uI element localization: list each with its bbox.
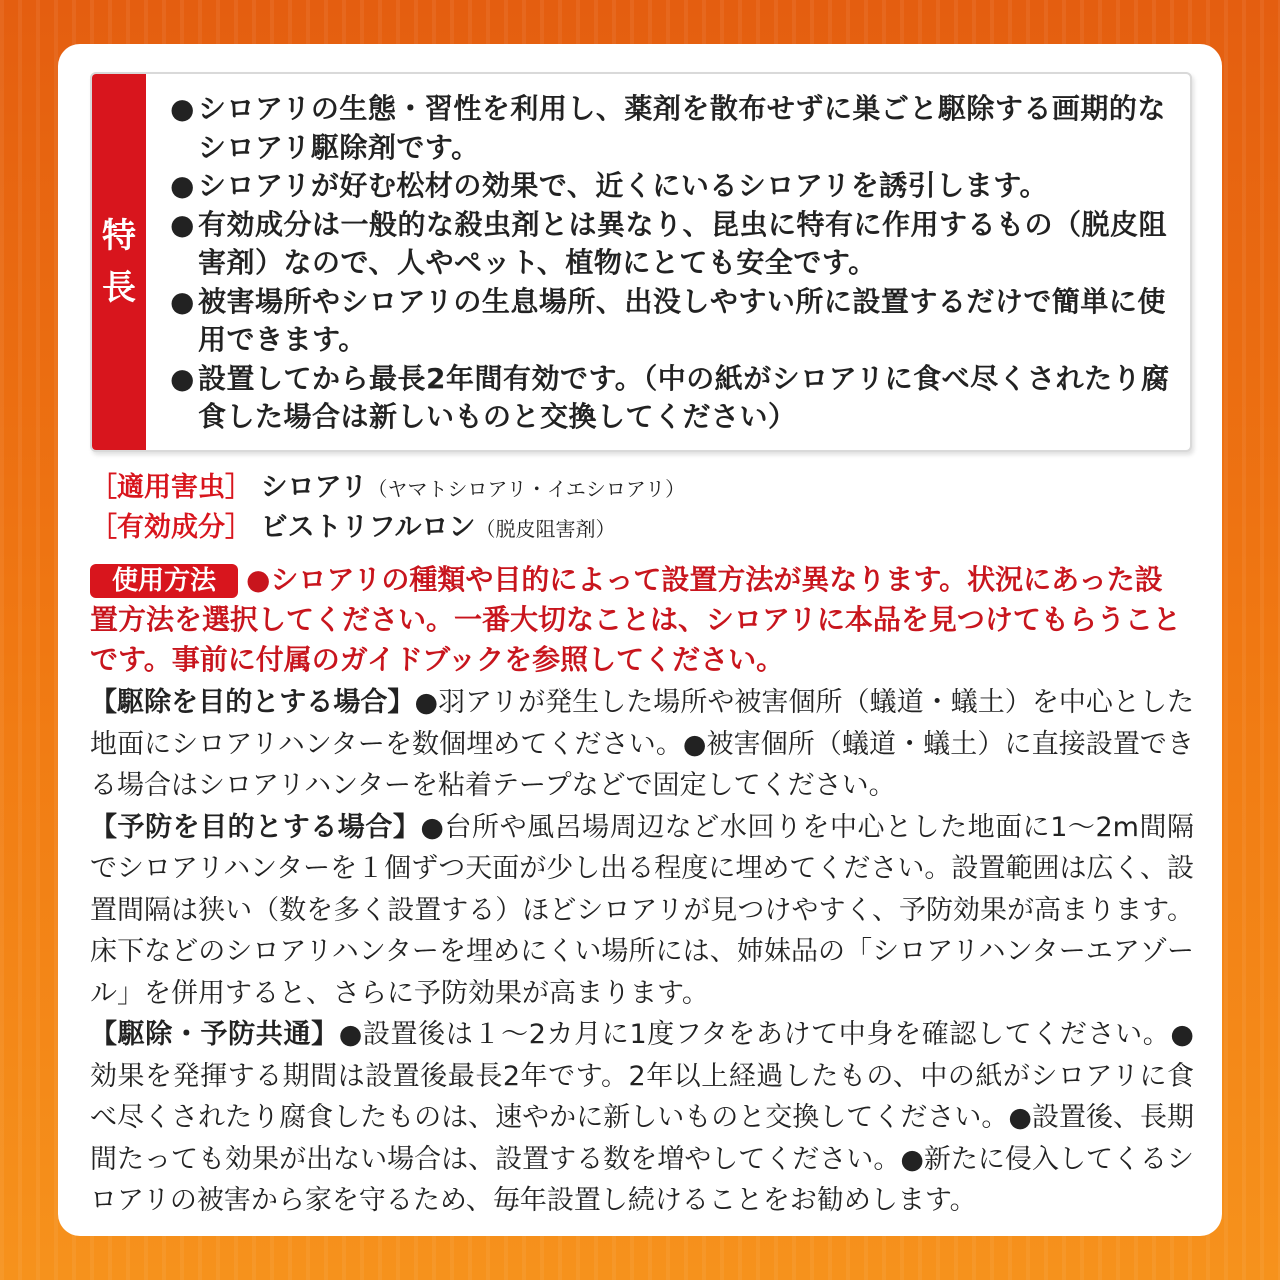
- feature-item: [170, 90, 1172, 167]
- features-tab: [92, 74, 146, 450]
- features-tab-char-2: 長: [102, 268, 136, 308]
- feature-item: [170, 283, 1172, 360]
- usage-section-text: ●設置後は１～2カ月に1度フタをあけて中身を確認してください。●効果を発揮する期間は設置後最長2年です。2年以上経過したもの、中の紙がシロアリに食べ尽くされたり腐食したものは、速やかに新しいものと交換してください。●設置後、長期間たっても効果が出ない場合は、設置する数を増やしてください。●新たに侵入してくるシロアリの被害から家を守るため、毎年設置し続けることをお勧めします。: [90, 1019, 1194, 1216]
- feature-text: 被害場所やシロアリの生息場所、出没しやすい所に設置するだけで簡単に使用できます。: [198, 284, 1166, 356]
- feature-text: 設置してから最長2年間有効です。（中の紙がシロアリに食べ尽くされたり腐食した場合は新しいものと交換してください）: [198, 361, 1170, 433]
- spec-ingredient-note: （脱皮阻害剤）: [475, 517, 616, 541]
- usage-intro-text: ●シロアリの種類や目的によって設置方法が異なります。状況にあった設置方法を選択してください。一番大切なことは、シロアリに本品を見つけてもらうことです。事前に付属のガイドブックを参照してください。: [90, 563, 1181, 676]
- usage-intro: [90, 560, 1190, 680]
- spec-pest-label: ［適用害虫］: [90, 472, 252, 503]
- usage-tab: 使用方法: [90, 564, 238, 598]
- usage-section-heading: 【駆除・予防共通】: [90, 1019, 339, 1050]
- features-tab-char-1: 特: [102, 216, 136, 256]
- usage-section-text: ●台所や風呂場周辺など水回りを中心とした地面に1～2m間隔でシロアリハンターを１個ずつ天面が少し出る程度に埋めてください。設置範囲は広く、設置間隔は狭い（数を多く設置する）ほどシロアリが見つけやすく、予防効果が高まります。床下などのシロアリハンターを埋めにくい場所には、姉妹品の「シロアリハンターエアゾール」を併用すると、さらに予防効果が高まります。: [90, 811, 1195, 1009]
- bullet-icon: ●: [170, 207, 195, 241]
- feature-text: シロアリの生態・習性を利用し、薬剤を散布せずに巣ごと駆除する画期的なシロアリ駆除剤です。: [198, 92, 1166, 164]
- feature-item: [170, 167, 1172, 206]
- usage-section-heading: 【予防を目的とする場合】: [90, 811, 421, 843]
- feature-text: 有効成分は一般的な殺虫剤とは異なり、昆虫に特有に作用するもの（脱皮阻害剤）なので、人やペット、植物にとても安全です。: [198, 207, 1168, 279]
- feature-item: [170, 360, 1172, 437]
- bullet-icon: ●: [170, 284, 195, 318]
- spec-pest-note: （ヤマトシロアリ・イエシロアリ）: [367, 477, 686, 501]
- spec-ingredient: [90, 508, 616, 549]
- spec-ingredient-label: ［有効成分］: [90, 512, 252, 543]
- features-box: [90, 72, 1192, 452]
- usage-section-text: ●羽アリが発生した場所や被害個所（蟻道・蟻土）を中心とした地面にシロアリハンターを数個埋めてください。●被害個所（蟻道・蟻土）に直接設置できる場合はシロアリハンターを粘着テープなどで固定してください。: [90, 687, 1195, 801]
- feature-text: シロアリが好む松材の効果で、近くにいるシロアリを誘引します。: [198, 169, 1048, 202]
- features-list: [170, 90, 1172, 437]
- bullet-icon: ●: [170, 361, 195, 395]
- usage-section: [90, 682, 1194, 807]
- spec-pest: [90, 468, 685, 509]
- spec-ingredient-value: ビストリフルロン: [260, 512, 476, 543]
- bullet-icon: ●: [170, 92, 195, 125]
- usage-section-heading: 【駆除を目的とする場合】: [90, 687, 415, 718]
- instruction-card: [58, 44, 1222, 1236]
- feature-item: [170, 206, 1172, 283]
- usage-section: [90, 807, 1194, 1015]
- spec-pest-value: シロアリ: [260, 472, 368, 503]
- usage-section: [90, 1014, 1194, 1222]
- usage-body: [90, 682, 1194, 1222]
- bullet-icon: ●: [170, 169, 195, 202]
